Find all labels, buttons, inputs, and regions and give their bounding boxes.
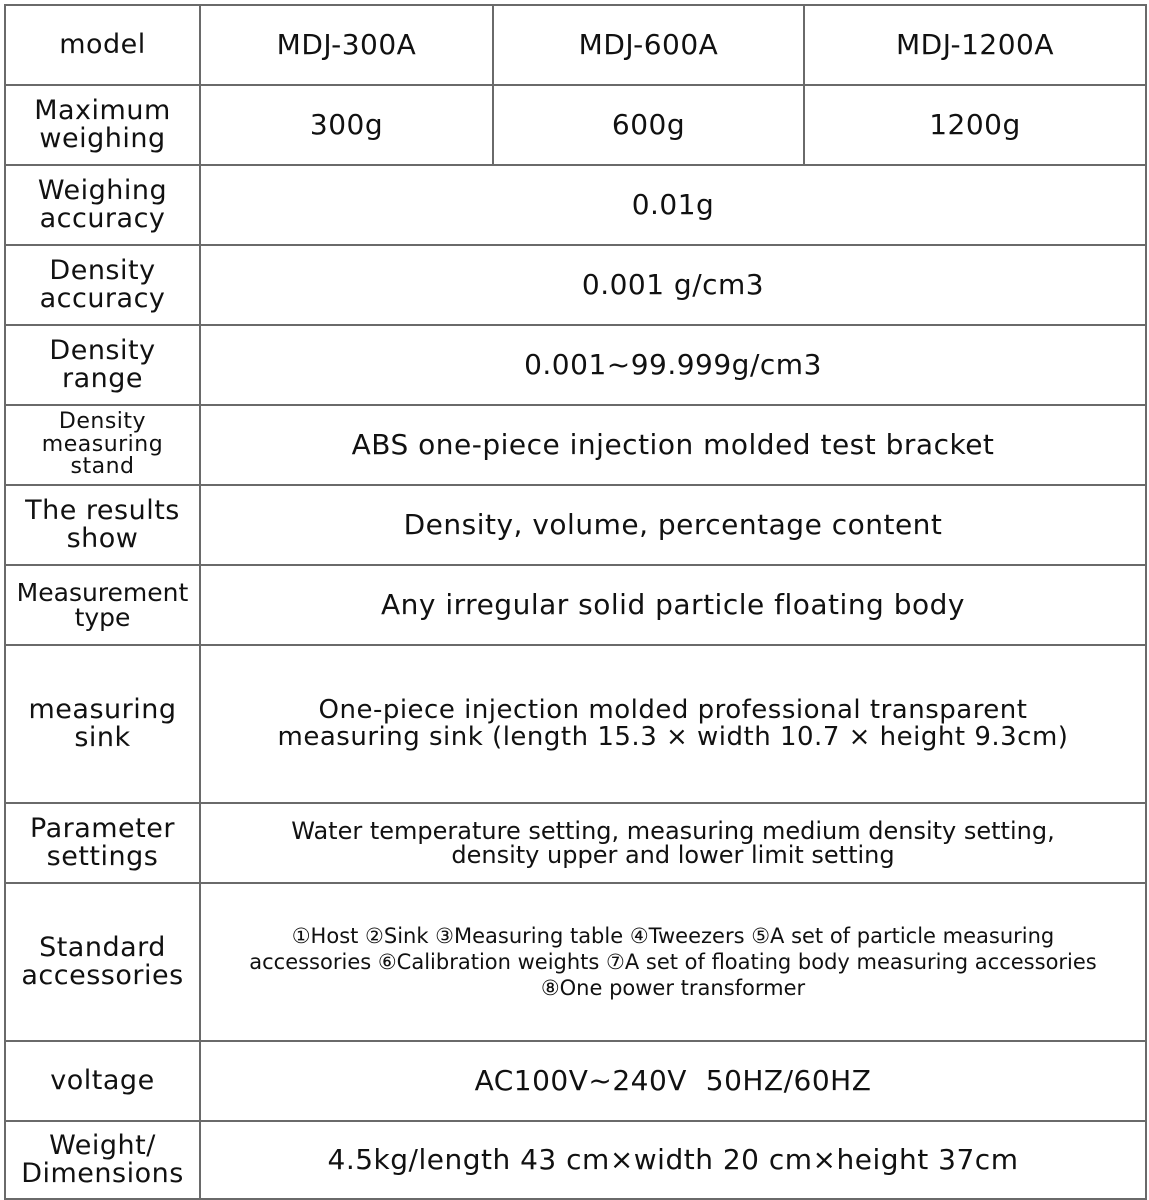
table-row xyxy=(5,485,1146,565)
label-line: accessories xyxy=(21,960,184,991)
row-label-maximum-weighing xyxy=(5,85,200,165)
voltage-value: AC100V~240V 50HZ/60HZ xyxy=(200,1041,1146,1121)
value-line: accessories ⑥Calibration weights ⑦A set of floating body measuring accessories xyxy=(249,949,1097,974)
label-line: Measurement xyxy=(16,577,189,607)
row-label-weight-dimensions xyxy=(5,1121,200,1199)
table-row xyxy=(5,85,1146,165)
label-line: Dimensions xyxy=(21,1158,184,1189)
row-label-density-range xyxy=(5,325,200,405)
row-label-standard-accessories xyxy=(5,883,200,1041)
density-accuracy-value: 0.001 g/cm3 xyxy=(200,245,1146,325)
label-line: type xyxy=(74,603,131,632)
label-line: Maximum xyxy=(34,95,171,127)
table-row xyxy=(5,645,1146,803)
weighing-accuracy-value: 0.01g xyxy=(200,165,1146,245)
results-show-value: Density, volume, percentage content xyxy=(200,485,1146,565)
value-line: density upper and lower limit setting xyxy=(451,841,895,869)
model-cell: MDJ-600A xyxy=(493,5,804,85)
label-line: Weighing xyxy=(37,175,168,207)
table-row xyxy=(5,883,1146,1041)
max-weight-cell: 1200g xyxy=(804,85,1146,165)
max-weight-cell: 300g xyxy=(200,85,493,165)
table-row xyxy=(5,1121,1146,1199)
label-line: settings xyxy=(46,841,159,872)
value-line: ⑧One power transformer xyxy=(540,976,806,1001)
label-line: Standard xyxy=(39,932,166,964)
table-row xyxy=(5,565,1146,645)
table-row xyxy=(5,5,1146,85)
label-line: measuring xyxy=(41,431,164,457)
density-range-value: 0.001~99.999g/cm3 xyxy=(200,325,1146,405)
measurement-type-value: Any irregular solid particle floating body xyxy=(200,565,1146,645)
row-label-density-accuracy xyxy=(5,245,200,325)
label-line: weighing xyxy=(39,123,166,154)
row-label-results-show xyxy=(5,485,200,565)
label-line: Parameter xyxy=(30,813,175,845)
label-line: Density xyxy=(58,409,147,435)
weight-dimensions-value: 4.5kg/length 43 cm×width 20 cm×height 37cm xyxy=(200,1121,1146,1199)
value-line: One-piece injection molded professional transparent xyxy=(318,695,1028,726)
parameter-settings-value xyxy=(200,803,1146,883)
row-label-measurement-type xyxy=(5,565,200,645)
table-row xyxy=(5,245,1146,325)
label-line: accuracy xyxy=(39,283,166,314)
row-label-measuring-sink xyxy=(5,645,200,803)
table-row xyxy=(5,1041,1146,1121)
row-label-voltage: voltage xyxy=(5,1041,200,1121)
label-line: Density xyxy=(49,335,156,367)
label-line: The results xyxy=(25,495,180,527)
label-line: Density xyxy=(49,255,156,287)
max-weight-cell: 600g xyxy=(493,85,804,165)
value-line: ①Host ②Sink ③Measuring table ④Tweezers ⑤A set of particle measuring xyxy=(291,923,1055,948)
value-line: Water temperature setting, measuring medium density setting, xyxy=(291,816,1055,845)
label-line: sink xyxy=(74,722,131,753)
standard-accessories-value xyxy=(200,883,1146,1041)
density-measuring-stand-value: ABS one-piece injection molded test bracket xyxy=(200,405,1146,485)
label-line: Weight/ xyxy=(49,1130,156,1162)
label-line: stand xyxy=(70,454,135,480)
model-cell: MDJ-1200A xyxy=(804,5,1146,85)
label-line: range xyxy=(61,363,143,394)
measuring-sink-value xyxy=(200,645,1146,803)
label-line: show xyxy=(66,523,139,554)
value-line: measuring sink (length 15.3 × width 10.7 × height 9.3cm) xyxy=(277,722,1069,752)
spec-table xyxy=(4,4,1147,1200)
row-label-model: model xyxy=(5,5,200,85)
label-line: accuracy xyxy=(39,203,166,234)
table-row xyxy=(5,325,1146,405)
row-label-parameter-settings xyxy=(5,803,200,883)
model-cell: MDJ-300A xyxy=(200,5,493,85)
table-row xyxy=(5,803,1146,883)
table-row xyxy=(5,165,1146,245)
label-line: measuring xyxy=(28,694,177,726)
row-label-weighing-accuracy xyxy=(5,165,200,245)
row-label-density-measuring-stand xyxy=(5,405,200,485)
table-row xyxy=(5,405,1146,485)
